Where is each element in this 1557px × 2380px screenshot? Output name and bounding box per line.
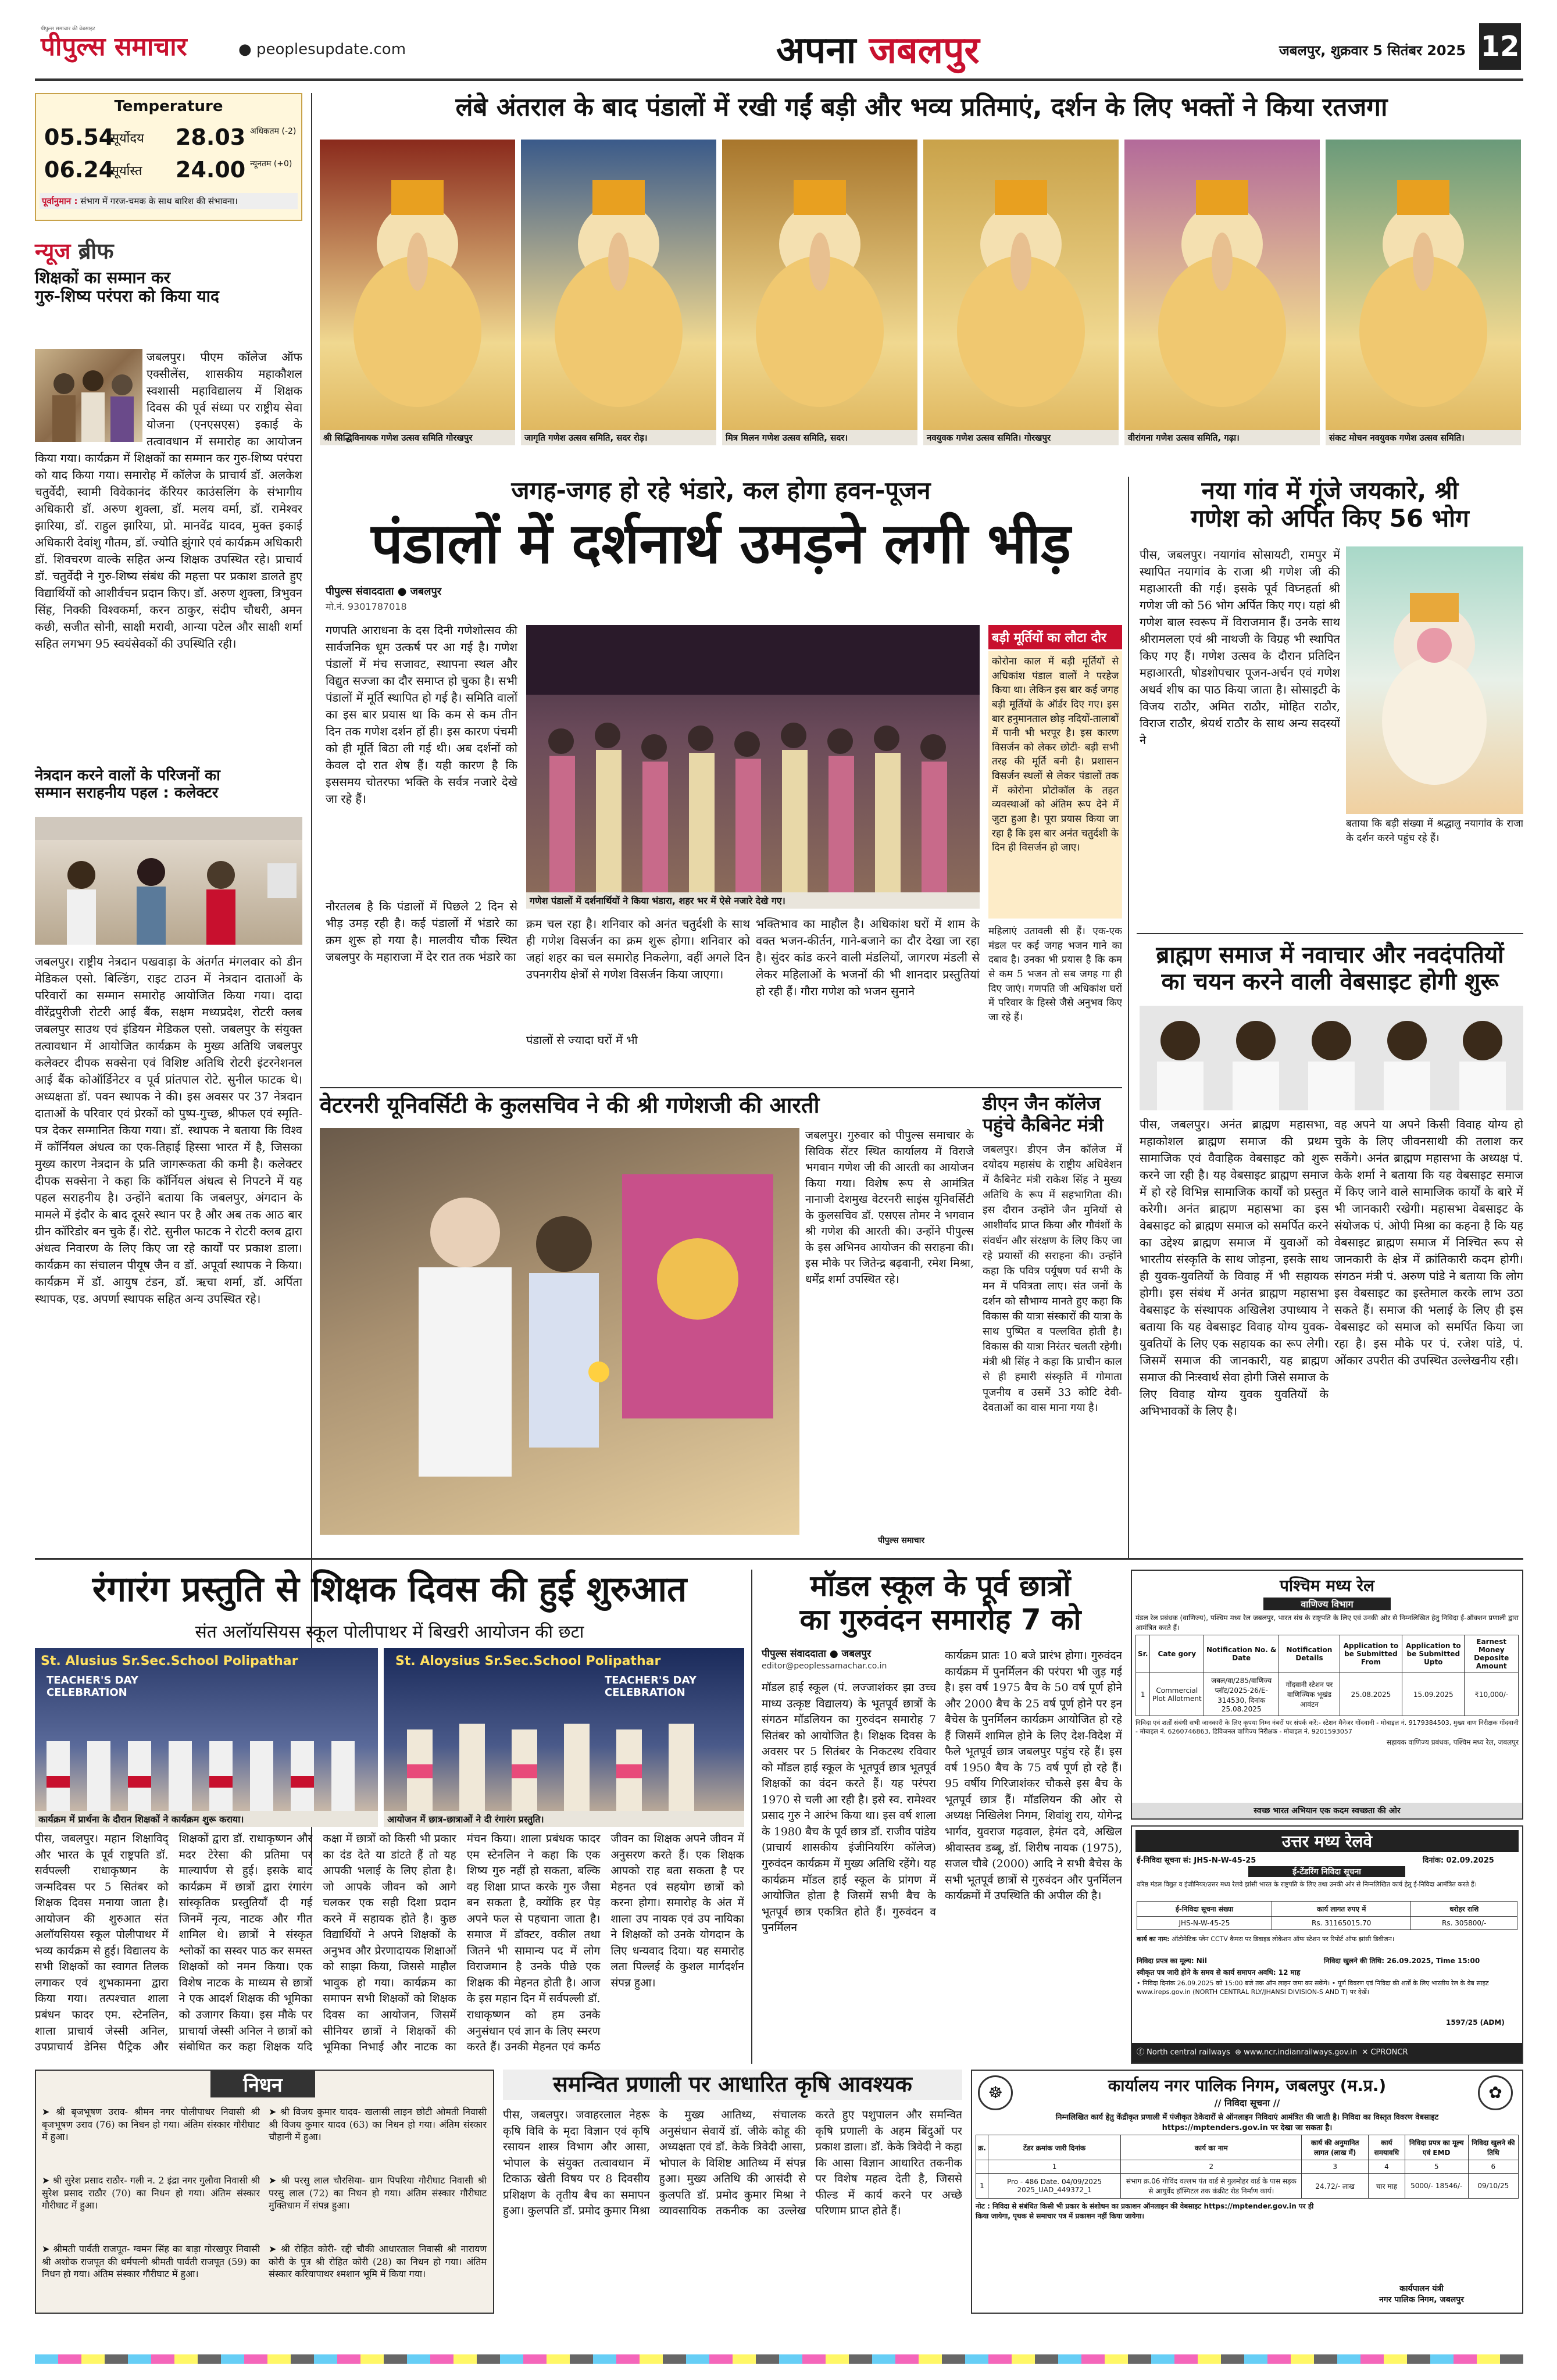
lower-section-rule (35, 1558, 1523, 1560)
dn-jain-headline-2: पहुंचे कैबिनेट मंत्री (983, 1113, 1104, 1136)
lead-col1b: नौरतलब है कि पंडालों में पिछले 2 दिन से भीड़ उमड़ रही है। कई पंडालों में भंडारे का क्रम शुरू हो गया है। मालवीय चौक स्थित जबलपुर के महाराजा में देर रात तक भंडारे का (326, 899, 517, 964)
ncr-banner: ई-टेंडरिंग निविदा सूचना (1248, 1866, 1405, 1877)
table-cell: Rs. 305800/- (1411, 1917, 1517, 1930)
brief-story1-body: जबलपुर। पीएम कॉलेज ऑफ एक्सीलेंस, शासकीय महाकौशल स्वशासी महाविद्यालय में शिक्षक दिवस की पूर्व संध्या पर राष्ट्रीय सेवा योजना (एनएसएस) इकाई के तत्वावधान में समारोह का आयोजन किया गया। कार्यक्रम में शिक्षकों का सम्मान कर गुरु-शिष्य परंपरा को याद किया गया। समारोह में कॉलेज के प्राचार्य डॉ. अलकेश चतुर्वेदी, स्वामी विवेकानंद कॅरियर काउंसलिंग के संभागीय अधिकारी डॉ. अरुण शुक्ला, डॉ. मलय वर्मा, डॉ. रामेश्वर झारिया, डॉ. राहुल झारिया, प्रो. मानवेंद्र यादव, मुक्त इकाई अधिकारी देवांशु गौतम, डॉ. ज्योति झुंगारे एवं कार्यक्रम अधिकारी डॉ. शिवचरण वाल्के सहित अन्य शिक्षक उपस्थित रहे। प्राचार्य डॉ. चतुर्वेदी ने गुरु-शिष्य संबंध की महत्ता पर प्रकाश डालते हुए विद्यार्थियों को आशीर्वचन प्रदान किए। डॉ. अरुण शुक्ला, त्रिभुवन सिंह, निक्की विश्वकर्मा, करन ठाकुर, संदीप चौधरी, अमन कछी, सजीत सोनी, साक्षी मरावी, आन्या पटेल और साक्षी शर्मा सहित लगभग 95 स्वयंसेवकों की उपस्थिति रही। (35, 350, 302, 651)
ncr-period: निविदा प्रपत्र का मूल्य: Nil (1137, 1957, 1208, 1965)
table-cell: 6 (1468, 2160, 1518, 2174)
brahman-headline (1137, 942, 1523, 995)
table-cell: 4 (1369, 2160, 1405, 2174)
sunrise-time: 05.54 (44, 124, 115, 150)
ad-north-central (1131, 1825, 1523, 2064)
lead-crowd-photo (526, 625, 980, 892)
model-school-rule (751, 1570, 752, 2064)
table-header-cell: कार्य लागत रुपए में (1272, 1902, 1410, 1917)
table-cell: संभाग क्र.06 गोविंद वल्लभ पंत वार्ड से गुलमोहर वार्ड के पास सड़क से आयुर्वेद हॉस्पिटल तक कंक्रीट रोड निर्माण कार्य। (1121, 2174, 1302, 2199)
teachers-photo-2 (384, 1648, 744, 1811)
brahman-photo (1140, 1006, 1523, 1110)
brahman-headline-2: का चयन करने वाली वेबसाइट होगी शुरू (1161, 969, 1499, 995)
ncr-social-1[interactable]: North central railways (1147, 2048, 1230, 2057)
naya-gaon-headline (1137, 477, 1523, 533)
ncr-close: निविदा खुलने की तिथि: 26.09.2025, Time 15:00 (1324, 1957, 1480, 1965)
lead-photo-caption: गणेश पंडालों में दर्शनार्थियों ने किया भंडारा, शहर भर में ऐसे नजारे देखे गए। (526, 892, 980, 909)
section-title-b: जबलपुर (869, 29, 980, 72)
model-school-email[interactable]: editor@peoplessamachar.co.in (762, 1661, 887, 1671)
color-register-bar (35, 2354, 1523, 2364)
ganesha-idol-icon (923, 140, 1119, 430)
pandal-photo-caption: जागृति गणेश उत्सव समिति, सदर रोड़। (521, 430, 716, 445)
sunset-time: 06.24 (44, 157, 115, 183)
brief-story2-body: जबलपुर। राष्ट्रीय नेत्रदान पखवाड़ा के अंतर्गत मंगलवार को डीन मेडिकल एसो. बिल्डिंग, राइट टाउन में नेत्रदान दाताओं के परिवारों का सम्मान समारोह आयोजित किया गया। दादा वीरेंद्रपुरीजी रोटरी आई बैंक, सक्षम मध्यप्रदेश, रोटरी क्लब जबलपुर साउथ एवं इंडियन मेडिकल एसो. जबलपुर के संयुक्त तत्वावधान में आयोजित कार्यक्रम के मुख्य अतिथि जबलपुर कलेक्टर दीपक सक्सेना एवं विशिष्ट अतिथि रोटरी इंटरनेशनल आई बैंक कोऑर्डिनेटर व पूर्व प्रांतपाल रोटे. सुनील फाटक थे। अध्यक्षता डॉ. पवन स्थापक ने की। इस अवसर पर 37 नेत्रदान दाताओं के परिवार एवं प्रेरकों को पुष्प-गुच्छ, श्रीफल एवं स्मृति-पत्र देकर सम्मानित किया गया। डॉ. स्थापक ने बताया कि विश्व में कॉर्नियल अंधत्व का एक-तिहाई हिस्सा भारत में है, जिसका मुख्य कारण नेत्रदान के प्रति जागरूकता की कमी है। कलेक्टर दीपक सक्सेना ने कहा कि कॉर्नियल अंधत्व से निपटने में यह पहल सराहनीय है। उन्होंने बताया कि जबलपुर, अंगदान के मामले में इंदौर के बाद दूसरे स्थान पर है और अब तक आठ बार ग्रीन कॉरिडोर बन चुके हैं। रोटे. सुनील फाटक ने रोटरी क्लब द्वारा अंधत्व निवारण के लिए किए जा रहे कार्यों पर प्रकाश डाला। कार्यक्रम का संचालन पीयूष जैन व डॉ. अपूर्वा स्थापक ने किया। कार्यक्रम में डॉ. आयुष टंडन, डॉ. ऋचा शर्मा, डॉ. अर्पिता स्थापक, एड. अपर्णा स्थापक सहित अन्य उपस्थित रहे। (35, 955, 302, 1306)
sunrise-label: सूर्योदय (110, 131, 144, 146)
wcr-signature: सहायक वाणिज्य प्रबंधक, पश्चिम मध्य रेल, जबलपुर (1386, 1738, 1519, 1746)
dn-jain-headline (983, 1093, 1122, 1136)
dn-jain-headline-1: डीएन जैन कॉलेज (983, 1092, 1101, 1114)
agriculture-body: पीस, जबलपुर। जवाहरलाल नेहरू कृषि विवि के मृदा विज्ञान एवं कृषि रसायन शास्त्र विभाग और आसा, भोपाल के संयुक्त तत्वावधान में टिकाऊ खेती विषय पर 8 दिवसीय प्रशिक्षण के तृतीय बैच का समापन हुआ। कुलपति डॉ. प्रमोद कुमार मिश्रा के मुख्य आतिथ्य, संचालक अनुसंधान सेवायें डॉ. जीके कोहू की अध्यक्षता एवं डॉ. केके त्रिवेदी आसा, भोपाल के विशिष्ट आतिथ्य में संपन्न हुआ। मुख्य अतिथि की आसंदी से कुलपति डॉ. प्रमोद कुमार मिश्रा ने व्यावसायिक तकनीक का उल्लेख करते हुए पशुपालन और समन्वित कृषि प्रणाली के अहम बिंदुओं पर प्रकाश डाला। डॉ. केके त्रिवेदी ने कहा कि आसा विज्ञान आधारित तकनीक पर विशेष महत्व देती है, जिससे फील्ड में कार्य करने पर अच्छे परिणाम प्राप्त होते हैं। (503, 2109, 962, 2218)
ganesha-pandal-photo (521, 140, 716, 430)
table-cell: Rs. 31165015.70 (1272, 1917, 1410, 1930)
photo1-banner-1: St. Alusius Sr.Sec.School Polipathar (41, 1654, 298, 1668)
paper-name: पीपुल्स समाचार (41, 32, 187, 62)
banner-headline: लंबे अंतराल के बाद पंडालों में रखी गईं बड़ी और भव्य प्रतिमाएं, दर्शन के लिए भक्तों ने किया रतजगा (455, 92, 1388, 122)
ncr-notice-date: दिनांक: 02.09.2025 (1423, 1856, 1494, 1865)
lead-col3: भक्तिभाव का माहौल है। अधिकांश घरों में शाम के वक्त भजन-कीर्तन, गाने-बजाने का दौर देखा जा रहा है। सुंदर कांड करने वाली मंडलियों, जागरण मंडली से लेकर महिलाओं के भजनों की भी शानदार प्रस्तुतियां हो रही हैं। गौरा गणेश को भजन सुनाने (756, 917, 980, 998)
twitter-icon: ✕ (1362, 2048, 1369, 2057)
emblem-right-icon: ✿ (1478, 2075, 1513, 2110)
naya-gaon-headline-2: गणेश को अर्पित किए 56 भोग (1191, 504, 1469, 533)
ncr-completion: स्वीकृत पत्र जारी होने के समय से कार्य समापन अवधि: 12 माह (1137, 1968, 1301, 1977)
news-brief-label (35, 235, 114, 266)
pandal-photo-caption: वीरांगना गणेश उत्सव समिति, गढ़ा। (1124, 430, 1320, 445)
model-school-col1: मॉडल हाई स्कूल (पं. लज्जाशंकर झा उच्च माध्य उत्कृष्ट विद्यालय) के भूतपूर्व छात्रों के संगठन मॉडलियन का गुरुवंदन समारोह 7 सितंबर को आयोजित है। शिक्षक दिवस के अवसर पर 5 सितंबर के निकटस्थ रविवार को मॉडल हाई स्कूल के भूतपूर्व छात्र भूतपूर्व शिक्षकों का वंदन करते हैं। यह परंपरा 1970 से चली आ रही है। इसे स्व. रामेश्वर प्रसाद गुरु ने आरंभ किया था। इस वर्ष शाला के 1980 बैच के पूर्व छात्र डॉ. राजीव पांडेय (प्राचार्य शासकीय इंजीनियरिंग कॉलेज) गुरुवंदन कार्यक्रम में मुख्य अतिथि रहेंगे। यह कार्यक्रम मॉडल हाई स्कूल के प्रांगण में आयोजित होता है जिसमें सभी बैच के भूतपूर्व छात्र एकत्रित होते हैं। गुरुवंदन व पुनर्मिलन (762, 1681, 936, 1935)
ganesha-pandal-photo (1124, 140, 1320, 430)
table-header-cell: कार्य की अनुमानित लागत (लाख में) (1302, 2135, 1369, 2160)
brief-story2-headline-2: सम्मान सराहनीय पहल : कलेक्टर (35, 784, 219, 802)
ncr-code: 1597/25 (ADM) (1446, 2018, 1505, 2027)
dn-jain-body: जबलपुर। डीएन जैन कॉलेज में दयोदय महासंघ के राष्ट्रीय अधिवेशन में कैबिनेट मंत्री राकेश सिंह ने मुख्य अतिथि के रूप में सहभागिता की। इस दौरान उन्होंने जैन मुनियों से आशीर्वाद प्राप्त किया और गौवंशों के संवर्धन और संरक्षण के लिए किए जा रहे प्रयासों की सराहना की। उन्होंने कहा कि पवित्र पर्यूषण पर्व सभी के मन में पवित्रता लाए। संत जनों के दर्शन को सौभाग्य मानते हुए कहा कि विकास की यात्रा संस्कारों की यात्रा के साथ पुष्पित व पल्लवित होती है। विकास की यात्रा निरंतर चलती रहेगी। मंत्री श्री सिंह ने कहा कि प्राचीन काल से ही हमारी संस्कृति में गोमाता पूजनीय व उसमें 33 कोटि देवी-देवताओं का वास माना गया है। (983, 1143, 1122, 1414)
obituary-entry: ➤ श्री रोहित कोरी- रद्दी चौकी आधारताल निवासी श्री नारायण कोरी के पुत्र श्री रोहित कोरी (28) का निधन हो गया। अंतिम संस्कार करियापाथर श्मशान भूमि में किया गया। (269, 2243, 487, 2280)
table-cell: Pro - 486 Date. 04/09/2025 2025_UAD_449372_1 (988, 2174, 1121, 2199)
ncr-intro: वरिष्ठ मंडल विद्युत व इंजीनियर/उत्तर मध्य रेलवे झांसी भारत के राष्ट्रपति के लिए तथा उनकी ओर से निम्नलिखित कार्य हेतु ई-निविदा आमंत्रित करते हैं। (1137, 1881, 1477, 1888)
sunset-label: सूर्यास्त (110, 164, 142, 178)
obituary-title: निधन (210, 2071, 315, 2097)
table-cell: 3 (1302, 2160, 1369, 2174)
table-header-cell: क्र. (976, 2135, 988, 2160)
ganesha-pandal-photo (722, 140, 917, 430)
ncr-social-bar (1132, 2043, 1522, 2063)
weather-box (35, 93, 302, 221)
ad-west-central (1131, 1570, 1523, 1820)
table-cell: 1 (976, 2174, 988, 2199)
lead-byline: पीपुल्स संवाददाता ● जबलपुर (326, 585, 442, 598)
vet-body: जबलपुर। गुरुवार को पीपुल्स समाचार के सिविक सेंटर स्थित कार्यालय में विराजे भगवान गणेश जी की आरती का आयोजन किया गया। विशेष रूप से आमंत्रित नानाजी देशमुख वेटरनरी साइंस यूनिवर्सिटी के कुलसचिव डॉ. एसएस तोमर ने भगवान श्री गणेश की आरती की। उन्होंने पीपुल्स के इस अभिनव आयोजन की सराहना की। इस मौके पर जितेन्द्र बढ़वानी, रमेश मिश्रा, धर्मेंद्र शर्मा उपस्थित रहे। (805, 1129, 974, 1286)
table-cell (976, 2160, 988, 2174)
table-header-cell: टेंडर क्रमांक जारी दिनांक (988, 2135, 1121, 2160)
ncr-notice-no: ई-निविदा सूचना सं: JHS-N-W-45-25 (1137, 1856, 1256, 1865)
naya-gaon-rule (1137, 933, 1523, 934)
table-cell: 1 (988, 2160, 1121, 2174)
wcr-intro: मंडल रेल प्रबंधक (वाणिज्य), पश्चिम मध्य रेल जबलपुर, भारत संघ के राष्ट्रपति के लिए एवं उनकी ओर से निम्नलिखित हेतु निविदा ई-ऑक्शन प्रणाली द्वारा आमंत्रित करते हैं। (1135, 1614, 1519, 1632)
ncr-notes: • निविदा दिनांक 26.09.2025 को 15:00 बजे तक ऑन लाइन जमा कर सकेंगे। • पूर्ण विवरण एवं निविदा की शर्तों के लिए भारतीय रेल के वेब साइट www.ireps.gov.in (NORTH CENTRAL RLY/JHANSI DIVISION-S AND T) पर देखें। (1137, 1979, 1489, 1996)
min-label: न्यूनतम (+0) (250, 159, 292, 169)
weather-title: Temperature (114, 98, 223, 115)
wcr-note: निविदा एवं शर्तों संबंधी सभी जानकारी के लिए कृपया निम्न नंबरों पर संपर्क करें:- स्टेशन मैनेजर गोंदवानी - मोबाइल नं. 9179384503, मुख्य वाण निरीक्षक गोंदवानी - मोबाइल नं. 6260746863, डिविजनल वाणिज्य निरीक्षक - मोबाइल नं. 9201593057 (1135, 1719, 1519, 1735)
ncr-table (1137, 1901, 1517, 1930)
masthead (35, 23, 1523, 76)
vet-photo (320, 1128, 799, 1535)
ganesha-idol-icon (521, 140, 716, 430)
lead-col2b: पंडालों से ज्यादा घरों में भी (526, 1033, 638, 1047)
big-idols-body: कोरोना काल में बड़ी मूर्तियों से अधिकांश पंडाल वालों ने परहेज किया था। लेकिन इस बार कई जगह बड़ी मूर्तियों के ऑर्डर दिए गए। इस बार हनुमानताल छोड़ नदियों-तालाबों में पानी भी भरपूर है। इस कारण विसर्जन को लेकर छोटी- बड़ी सभी तरह की मूर्ति बनी है। प्रशासन विसर्जन स्थलों से लेकर पंडालों तक में कोरोना प्रोटोकॉल के तहत व्यवस्थाओं को अंतिम रूप देने में जुटा हुआ है। पूरा प्रयास किया जा रहा है कि इस बार अनंत चतुर्दशी के दिन ही विसर्जन हो जाए। (988, 651, 1122, 919)
globe-icon: ⊕ (1235, 2048, 1241, 2057)
obituary-entry: ➤ श्री विजय कुमार यादव- खलासी लाइन छोटी ओमती निवासी श्री विजय कुमार यादव (63) का निधन हो गया। अंतिम संस्कार चौहानी में हुआ। (269, 2106, 487, 2143)
photo2-banner-1: St. Aloysius Sr.Sec.School Polipathar (395, 1654, 661, 1668)
lead-col2: क्रम चल रहा है। शनिवार को अनंत चतुर्दशी के साथ ही गणेश विसर्जन का क्रम शुरू होगा। शनिवार को जहां शहर का चल समारोह निकलेगा, वहीं अगले दिन उपनगरीय क्षेत्रों से गणेश विसर्जन किया जाएगा। (526, 917, 750, 981)
npn-signature (1379, 2283, 1464, 2305)
naya-gaon-caption: बताया कि बड़ी संख्या में श्रद्धालु नयागांव के राजा के दर्शन करने पहुंच रहे हैं। (1346, 818, 1523, 844)
aarti-ceremony-icon (320, 1128, 799, 1535)
table-cell: गोंदवानी स्टेशन पर वाणिज्यिक भूखंड आवंटन (1279, 1673, 1340, 1716)
table-cell: चार माह (1369, 2174, 1405, 2199)
table-header-cell: Sr. (1136, 1635, 1150, 1673)
table-cell: 2 (1121, 2160, 1302, 2174)
brief-story2-headline (35, 767, 302, 802)
obituary-entry: ➤ श्री सुरेश प्रसाद राठौर- गली न. 2 इंद्रा नगर गुलौवा निवासी श्री सुरेश प्रसाद राठौर (70) का निधन हो गया। अंतिम संस्कार गौरीघाट में हुआ। (42, 2175, 260, 2211)
big-idols-heading: बड़ी मूर्तियों का लौटा दौर (988, 625, 1122, 649)
wcr-footer: स्वच्छ भारत अभियान एक कदम स्वच्छता की ओर (1132, 1803, 1522, 1818)
vet-rule (320, 1087, 1122, 1088)
model-school-col2: कार्यक्रम प्रातः 10 बजे प्रारंभ होगा। गुरुवंदन कार्यक्रम में पुनर्मिलन की परंपरा भी जुड़ गई है। इस वर्ष 1975 बैच के 50 वर्ष पूर्ण होने और 2000 बैच के 25 वर्ष पूर्ण होने पर इन बैचेस के पुनर्मिलन कार्यक्रम आयोजित हो रहे हैं जिसमें शामिल होने के लिए देश-विदेश में फैले भूतपूर्व छात्र जबलपुर पहुंच रहे हैं। इस वर्ष 1950 बैच के 75 वर्ष पूर्ण हो रहे हैं। 95 वर्षीय गिरिजाशंकर चौकसे इस बैच के भूतपूर्व छात्र हैं। मॉडलियन की ओर से अध्यक्ष निखिलेश निगम, शिवांशु राय, योगेन्द्र भार्गव, युवराज गढ़वाल, हेमंत दवे, अखिल श्रीवास्तव डब्बू, डॉ. शिरीष नायक (1975), सजल चौबे (2000) आदि ने सभी बैचेस के सभी भूतपूर्व छात्रों से गुरुवंदन और पुनर्मिलन कार्यक्रमों में उपस्थिति की अपील की है। (945, 1649, 1122, 1903)
news-brief-label-a: न्यूज (35, 238, 71, 264)
model-school-headline (759, 1570, 1122, 1636)
facebook-icon: ⓕ (1137, 2048, 1145, 2057)
naya-gaon-body: पीस, जबलपुर। नयागांव सोसायटी, रामपुर में स्थापित नयागांव के राजा श्री गणेश जी की महाआरती की गई। इसके पूर्व विघ्नहर्ता श्री गणेश जी को 56 भोग अर्पित किए गए। यहां श्री गणेश बाल स्वरूप में विराजमान हैं। उनके साथ श्रीरामलला एवं श्री नाथजी के विग्रह भी स्थापित किए गए हैं। गणेश उत्सव के दौरान प्रतिदिन महाआरती, षोडशोपचार पूजन-अर्चन एवं गणेश अथर्व शीष का पाठ किया जाता है। सोसाइटी के विजय राठौर, अमित राठौर, मोहित राठौर, विराज राठौर, श्रेयर्थ राठौर के साथ अन्य सदस्यों ने (1140, 548, 1340, 747)
model-school-headline-2: का गुरुवंदन समारोह 7 को (799, 1602, 1081, 1636)
ganesha-idol-icon (320, 140, 515, 430)
lead-col1: गणपति आराधना के दस दिनी गणेशोत्सव की सार्वजनिक धूम उत्कर्ष पर आ गई है। गणेश पंडालों में मंच सजावट, स्थापना स्थल और विद्युत सज्जा का दौर समाप्त हो चुका है। सभी पंडालों में मूर्ति स्थापित हो गई है। समिति वालों का इस बार प्रयास था कि कम से कम तीन दिन तक गणेश दर्शन हों ही। इस कारण पंचमी को ही मूर्ति बिठा ली गई थी। अब दर्शनों को केवल दो रात शेष हैं। यही कारण है कि इससमय चोतरफा भक्ति के सर्वत्र नजारे देखे जा रहे हैं। (326, 623, 517, 806)
teachers-photo-2-caption: आयोजन में छात्र-छात्राओं ने दी रंगारंग प्रस्तुति। (384, 1811, 744, 1827)
teachers-photo-1 (35, 1648, 378, 1811)
min-temp: 24.00 (176, 157, 246, 183)
lead-mobile: मो.नं. 9301787018 (326, 601, 407, 612)
table-cell: 25.08.2025 (1340, 1673, 1402, 1716)
table-header-cell: धरोहर राशि (1411, 1902, 1517, 1917)
table-cell: Commercial Plot Allotment (1150, 1673, 1204, 1716)
brief-story2-headline-1: नेत्रदान करने वालों के परिजनों का (35, 767, 220, 784)
dancers-icon (384, 1712, 744, 1811)
table-header-cell: Cate gory (1150, 1635, 1204, 1673)
page-number: 12 (1479, 23, 1521, 70)
forecast (40, 193, 298, 209)
table-cell: 1 (1136, 1673, 1150, 1716)
ganesha-pandal-photo (923, 140, 1119, 430)
ncr-title: उत्तर मध्य रेलवे (1135, 1830, 1519, 1852)
brief-story1-headline-2: गुरु-शिष्य परंपरा को किया याद (35, 287, 219, 306)
big-idols-cont: महिलाएं उतावली सी हैं। एक-एक मंडल पर कई जगह भजन गाने का दबाव है। उनका भी प्रयास है कि कम से कम 5 भजन तो सब जगह गा ही दिए जाएं। गणपति जी अधिकांश घरों में परिवार के हिस्से जैसे अनुभव किए जा रहे हैं। (988, 925, 1122, 1023)
ganesha-idol-icon (1326, 140, 1521, 430)
paper-tagline: पीपुल्स समाचार की वेबसाइट (41, 26, 95, 32)
obituary-entry: ➤ श्री परसु लाल चौरसिया- ग्राम पिपरिया गौरीघाट निवासी श्री परसु लाल (72) का निधन हो गया। अंतिम संस्कार गौरीघाट मुक्तिधाम में संपन्न हुआ। (269, 2175, 487, 2211)
website-link[interactable]: ● peoplesupdate.com (238, 41, 406, 58)
ncr-social-2[interactable]: www.ncr.indianrailways.gov.in (1244, 2048, 1358, 2057)
emblem-icon: ☸ (978, 2075, 1013, 2110)
masthead-rule (35, 78, 1523, 81)
photo2-banner-2: TEACHER'S DAY CELEBRATION (605, 1674, 697, 1699)
forecast-text: संभाग में गरज-चमक के साथ बारिश की संभावना। (80, 196, 238, 206)
ncr-work-name: ऑटोमेटिक प्लेन CCTV कैमरा पर डिवाइड लोकेशन ऑफ स्टेशन पर रिपोर्ट ऑफ झांसी डिवीजन। (1172, 1935, 1394, 1943)
table-cell: जबल/वा/285/वाणिज्य प्लॉट/2025-26/E-314530, दिनांक 25.08.2025 (1204, 1673, 1279, 1716)
max-label: अधिकतम (-2) (250, 127, 297, 136)
pandal-photo-caption: श्री सिद्धिविनायक गणेश उत्सव समिति गोरखपुर (320, 430, 515, 445)
crowd-icon (526, 625, 980, 892)
model-school-byline: पीपुल्स संवाददाता ● जबलपुर (762, 1648, 872, 1660)
table-cell: 5 (1405, 2160, 1468, 2174)
teachers-day-body: पीस, जबलपुर। महान शिक्षाविद् और भारत के पूर्व राष्ट्रपति डॉ. सर्वपल्ली राधाकृष्णन के जन्मदिवस पर 5 सितंबर को शिक्षक दिवस मनाया जाता है। आयोजन की शुरुआत संत अलॉयसियस स्कूल पोलीपाथर में भव्य कार्यक्रम से हुई। विद्यालय के सभी शिक्षकों का स्वागत तिलक लगाकर एवं शुभकामना द्वारा किया गया। तत्पश्चात शाला प्रबंधन फादर एम. स्टेनलिन, शाला प्राचार्य जेस्सी अनिल, उपप्राचार्य डेनिस पैट्रिक और शिक्षकों द्वारा डॉ. राधाकृष्णन और मदर टेरेसा की प्रतिमा पर माल्यार्पण से हुई। इसके बाद कार्यक्रम में छात्रों द्वारा रंगारंग सांस्कृतिक प्रस्तुतियाँ दी गई जिनमें नृत्य, नाटक और गीत शामिल थे। छात्रों ने संस्कृत श्लोकों का सस्वर पाठ कर समस्त शिक्षकों को नमन किया। एक विशेष नाटक के माध्यम से छात्रों ने एक आदर्श शिक्षक की भूमिका को उजागर किया। इस मौके पर प्राचार्या जेस्सी अनिल ने छात्रों को संबोधित कर कहा शिक्षक यदि कक्षा में छात्रों को किसी भी प्रकार का दंड देते या डांटते हैं तो यह आपकी भलाई के लिए होता है। जो आपके जीवन को आगे चलकर एक सही दिशा प्रदान करने में सहायक होते है। कुछ विद्यार्थियों ने अपने शिक्षकों के अनुभव और प्रेरणादायक शिक्षाओं को साझा किया, जिससे माहौल भावुक हो गया। कार्यक्रम का समापन सभी शिक्षकों को शिक्षक दिवस का आयोजन, जिसमें सीनियर छात्रों ने शिक्षकों की भूमिका निभाई और नाटक का मंचन किया। शाला प्रबंधक फादर एम स्टेनलिन ने कहा कि एक शिष्य गुरु नहीं हो सकता, बल्कि वह शिक्षा प्राप्त करके गुरु जैसा बन सकता है, क्योंकि हर पेड़ अपने फल से पहचाना जाता है। समाज में डॉक्टर, वकील तथा जितने भी सामान्य पद में लोग विराजमान है उनके पीछे एक शिक्षक की मेहनत होती है। आज के इस महान दिन में सर्वपल्ली डॉ. राधाकृष्णन को हम उनके अनुसंधान एवं ज्ञान के लिए स्मरण करते हैं। उनकी मेहनत एवं कर्मठ जीवन का शिक्षक अपने जीवन में अनुसरण करते हैं। एक शिक्षक आपको राह बता सकता है पर मेहनत एवं सहयोग छात्रों को करना होगा। समारोह के अंत में शाला उप नायक एवं उप नायिका ने शिक्षकों को उनके योगदान के लिए धन्यवाद दिया। यह समारोह लता पिल्लई के कुशल मार्गदर्शन संपन्न हुआ। (35, 1832, 744, 2054)
lead-byline-name: पीपुल्स संवाददाता (326, 585, 394, 598)
news-brief-label-b: ब्रीफ (78, 238, 114, 264)
ad-nagar-palik (971, 2070, 1523, 2314)
teachers-photo-1-caption: कार्यक्रम में प्रार्थना के दौरान शिक्षकों ने कार्यक्रम शुरू कराया। (35, 1811, 378, 1827)
table-cell: 24.72/- लाख (1302, 2174, 1369, 2199)
brahman-col2: वह अपने या अपने किसी विवाह योग्य हो चुके के लिए जीवनसाथी की तलाश कर सकेंगे। अनंत ब्राह्मण महासभा के अध्यक्ष पं. केके शर्मा ने बताया कि यह वेबसाइट समाज में किए जाने वाले सामाजिक कार्यों के बारे में भी जानकारी रखेगी। महासभा वेबसाइट के संयोजक पं. ओपी मिश्रा का कहना है कि यह वेबसाइट ब्राह्मण समाज में निश्चित रूप से जानकारी के क्षेत्र में क्रांतिकारी कदम होगी। संगठन मंत्री पं. अरुण पांडे ने बताया कि लोग इस वेबसाइट का इस्तेमाल करके लाभ उठा सकते हैं। समाज की भलाई के लिए ही इस वेबसाइट को समाज को समर्पित किया जा रहा है। इस मौके पर पं. रजेश पांडे, पं. ओंकार उपरीत की उपस्थित उल्लेखनीय रही। (1334, 1117, 1523, 1367)
lead-byline-city: जबलपुर (410, 585, 442, 598)
brief-story2-photo (35, 817, 302, 945)
photo1-banner-2: TEACHER'S DAY CELEBRATION (47, 1674, 138, 1699)
npn-intro: निम्नलिखित कार्य हेतु केंद्रीकृत प्रणाली में पंजीकृत ठेकेदारों से ऑनलाइन निविदाएं आमंत्रित की जाती है। निविदा का विस्तृत विवरण वेबसाइट https://mptenders.gov.in पर देखा जा सकता है। (1055, 2113, 1439, 2132)
pandal-photo-caption: नवयुवक गणेश उत्सव समिति। गोरखपुर (923, 430, 1119, 445)
portrait-row-icon (1140, 1006, 1523, 1110)
table-cell: 09/10/25 (1468, 2174, 1518, 2199)
table-cell: JHS-N-W-45-25 (1137, 1917, 1272, 1930)
ganesha-pandal-photo (1326, 140, 1521, 430)
table-header-cell: Notification No. & Date (1204, 1635, 1279, 1673)
table-header-cell: Notification Details (1279, 1635, 1340, 1673)
section-title-a: अपना (776, 29, 856, 72)
npn-title: कार्यालय नगर पालिक निगम, जबलपुर (म.प्र.) (1108, 2076, 1387, 2095)
students-icon (35, 1718, 378, 1811)
wcr-title: पश्चिम मध्य रेल (1279, 1576, 1375, 1595)
ncr-social-3[interactable]: CPRONCR (1370, 2048, 1408, 2057)
obituary-entry: ➤ श्रीमती पार्वती राजपूत- ग्वमन सिंह का बाड़ा गोरखपुर निवासी श्री अशोक राजपूत की धर्मपत्नी श्रीमती पार्वती राजपूत (59) का निधन हो गया। अंतिम संस्कार गौरीघाट में हुआ। (42, 2243, 260, 2280)
table-cell: ₹10,000/- (1465, 1673, 1519, 1716)
table-header-cell: Application to be Submitted Upto (1402, 1635, 1465, 1673)
brahman-headline-1: ब्राह्मण समाज में नवाचार और नवदंपतियों (1156, 942, 1504, 969)
table-cell: 5000/- 18546/- (1405, 2174, 1468, 2199)
ncr-work-label: कार्य का नाम: (1137, 1935, 1170, 1943)
obituary-entry: ➤ श्री बृजभूषण उराव- श्रीमन नगर पोलीपाथर निवासी श्री बृजभूषण उराव (76) का निधन हो गया। अंतिम संस्कार गौरीघाट में हुआ। (42, 2106, 260, 2143)
max-temp: 28.03 (176, 124, 246, 150)
forecast-label: पूर्वानुमान : (42, 196, 78, 206)
npn-table (976, 2135, 1519, 2199)
table-header-cell: Earnest Money Deposite Amount (1465, 1635, 1519, 1673)
obituary-box (35, 2070, 494, 2314)
wcr-table (1135, 1635, 1519, 1716)
npn-signature-2: नगर पालिक निगम, जबलपुर (1379, 2295, 1464, 2304)
model-school-byline-name: पीपुल्स संवाददाता (762, 1648, 826, 1660)
vet-headline: वेटरनरी यूनिवर्सिटी के कुलसचिव ने की श्री गणेशजी की आरती (320, 1092, 820, 1118)
naya-gaon-photo (1346, 546, 1523, 814)
table-header-cell: Application to be Submitted From (1340, 1635, 1402, 1673)
wcr-subtitle: वाणिज्य विभाग (1263, 1598, 1391, 1610)
center-column-rule (1128, 477, 1129, 1558)
table-header-cell: निविदा खुलने की तिथि (1468, 2135, 1518, 2160)
brief-story1-headline-1: शिक्षकों का सम्मान कर (35, 268, 170, 287)
teachers-day-subhead: संत अलॉयसियस स्कूल पोलीपाथर में बिखरी आयोजन की छटा (195, 1622, 584, 1642)
dateline: जबलपुर, शुक्रवार 5 सितंबर 2025 (1279, 42, 1466, 59)
section-title (776, 23, 980, 74)
website-text: peoplesupdate.com (256, 41, 406, 58)
pandal-photo-caption: संकट मोचन नवयुवक गणेश उत्सव समिति। (1326, 430, 1521, 445)
brief-story1-headline (35, 269, 302, 306)
lead-headline: पंडालों में दर्शनार्थ उमड़ने लगी भीड़ (371, 511, 1071, 576)
pandal-photo-caption: मित्र मिलन गणेश उत्सव समिति, सदर। (722, 430, 917, 445)
table-header-cell: कार्य का नाम (1121, 2135, 1302, 2160)
model-school-byline-city: जबलपुर (841, 1648, 872, 1660)
ganesha-idol-icon (1124, 140, 1320, 430)
ganesha-pandal-photo (320, 140, 515, 430)
ganesha-idol-icon (1346, 546, 1523, 814)
npn-signature-1: कार्यपालन यंत्री (1399, 2284, 1444, 2293)
table-header-cell: निविदा प्रपत्र का मूल्य एवं EMD (1405, 2135, 1468, 2160)
table-header-cell: ई-निविदा सूचना संख्या (1137, 1902, 1272, 1917)
ganesha-idol-icon (722, 140, 917, 430)
brahman-col1: पीस, जबलपुर। अनंत ब्राह्मण महासभा, महाकोशल ब्राह्मण समाज की प्रथम सामाजिक एवं वैवाहिक वेबसाइट को शुरू करने जा रही है। यह वेबसाइट ब्राह्मण समाज में हो रहे विभिन्न सामाजिक कार्यों को प्रस्तुत करेगी। अनंत ब्राह्मण महासभा का इस वेबसाइट को ब्राह्मण समाज को समर्पित करने का उद्देश्य ब्राह्मण समाज में युवाओं को भारतीय संस्कृति के साथ जोड़ना, इसके साथ ही युवक-युवतियों के विवाह में भी सहायक होगी। इस संबंध में अनंत ब्राह्मण महासभा वेबसाइट के संस्थापक अखिलेश उपाध्याय ने बताया कि यह वेबसाइट विवाह योग्य युवक-युवतियों के लिए एक सहायक का रूप लेगी। जिसमें समाज की जानकारी, यह ब्राह्मण समाज की निःस्वार्थ सेवा होगी जिसे समाज के लिए विवाह योग्य युवक युवतियों के अभिभावकों के लिए है। (1140, 1117, 1329, 1418)
teachers-day-headline: रंगारंग प्रस्तुति से शिक्षक दिवस की हुई शुरुआत (92, 1569, 687, 1610)
vet-credit: पीपुल्स समाचार (878, 1536, 925, 1545)
naya-gaon-headline-1: नया गांव में गूंजे जयकारे, श्री (1201, 476, 1459, 505)
agriculture-headline: समन्वित प्रणाली पर आधारित कृषि आवश्यक (503, 2070, 962, 2100)
npn-note: नोट : निविदा से संबंधित किसी भी प्रकार के संशोधन का प्रकाशन ऑनलाइन की वेबसाइट https://mptender.gov.in पर ही किया जायेगा, पृथक से समाचार पत्र में प्रकाशन नहीं किया जायेगा। (976, 2202, 1314, 2220)
award-ceremony-icon (35, 817, 302, 945)
lead-kicker: जगह-जगह हो रहे भंडारे, कल होगा हवन-पूजन (511, 476, 931, 505)
table-header-cell: कार्य समयावधि (1369, 2135, 1405, 2160)
ncr-work (1137, 1935, 1517, 1943)
npn-subtitle: // निविदा सूचना // (1214, 2097, 1280, 2109)
table-cell: 15.09.2025 (1402, 1673, 1465, 1716)
model-school-headline-1: मॉडल स्कूल के पूर्व छात्रों (810, 1569, 1071, 1603)
